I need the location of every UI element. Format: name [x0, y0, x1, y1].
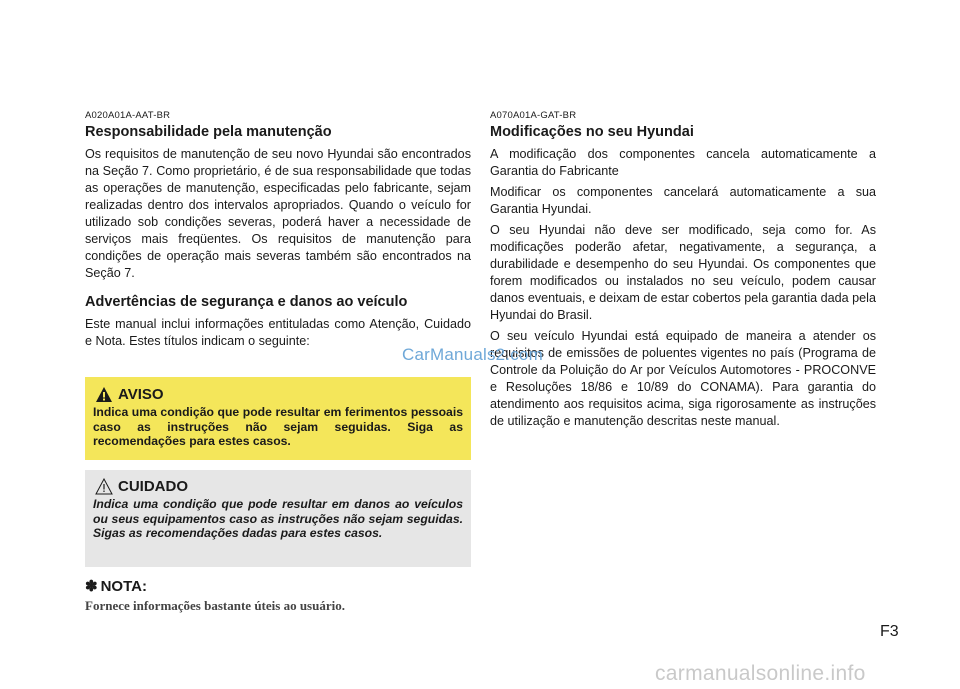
- section-heading-warnings: Advertências de segurança e danos ao veículo: [85, 294, 408, 310]
- cuidado-text: Indica uma condição que pode resultar em danos ao veículos ou seus equipamentos caso as instruções não sejam seguidas. Sigas as recomendações dadas para estes casos.: [93, 497, 463, 540]
- modifications-paragraph: Modificar os componentes cancelará automaticamente a sua Garantia Hyundai.: [490, 185, 876, 216]
- cuidado-title: CUIDADO: [118, 478, 188, 495]
- asterisk-icon: ✽: [85, 578, 98, 595]
- warning-triangle-icon: [95, 386, 113, 403]
- modifications-paragraph: O seu Hyundai não deve ser modificado, seja como for. As modificações poderão afetar, negativamente, a segurança, a durabilidade e desempenho do seu Hyundai. Os componentes que forem modificados ou instalados no seu veículo, podem causar danos eventuais, e deixam de estar cobertos pela garantia dada pela Hyundai do Brasil.: [490, 223, 876, 322]
- nota-section: [85, 577, 471, 614]
- nota-header: [85, 577, 471, 595]
- nota-title: NOTA:: [100, 577, 147, 595]
- aviso-title: AVISO: [118, 386, 164, 403]
- aviso-header: [95, 386, 463, 403]
- aviso-box: [85, 377, 471, 460]
- watermark-footer[interactable]: carmanualsonline.info: [655, 662, 866, 685]
- modifications-paragraph: A modificação dos componentes cancela automaticamente a Garantia do Fabricante: [490, 147, 876, 178]
- nota-text: Fornece informações bastante úteis ao usuário.: [85, 598, 345, 613]
- cuidado-header: [95, 478, 463, 495]
- section-code: A070A01A-GAT-BR: [490, 110, 577, 121]
- page-number: F3: [880, 623, 899, 640]
- section-heading-maintenance: Responsabilidade pela manutenção: [85, 124, 332, 140]
- modifications-paragraph: O seu veículo Hyundai está equipado de maneira a atender os requisitos de emissões de poluentes vigentes no país (Programa de Controle da Poluição do Ar por Veículos Automotores - PROCONVE e Resoluções 18/86 e 10/89 do CONAMA). Para garantia do atendimento aos requisitos acima, siga rigorosamente as instruções de utilização e manutenção descritas neste manual.: [490, 329, 876, 428]
- aviso-text: Indica uma condição que pode resultar em ferimentos pessoais caso as instruções não sejam seguidas. Siga as recomendações para estes casos.: [93, 405, 463, 448]
- right-column: [490, 110, 876, 434]
- warnings-paragraph: Este manual inclui informações entituladas como Atenção, Cuidado e Nota. Estes títulos indicam o seguinte:: [85, 317, 471, 348]
- left-column: [85, 110, 471, 354]
- maintenance-paragraph: Os requisitos de manutenção de seu novo Hyundai são encontrados na Seção 7. Como proprietário, é de sua responsabilidade que todas as operações de manutenção, especificadas pelo fabricante, sejam realizadas dentro dos intervalos apropriados. Quando o veículo for utilizado sob condições severas, poderá haver a necessidade de serviços mais freqüentes. Os requisitos de manutenção para condições de operação mais severas também são encontrados na Seção 7.: [85, 147, 471, 280]
- watermark-center[interactable]: CarManuals2.com: [402, 345, 543, 364]
- cuidado-box: [85, 470, 471, 567]
- section-heading-modifications: Modificações no seu Hyundai: [490, 124, 694, 140]
- section-code: A020A01A-AAT-BR: [85, 110, 171, 121]
- caution-triangle-icon: [95, 478, 113, 495]
